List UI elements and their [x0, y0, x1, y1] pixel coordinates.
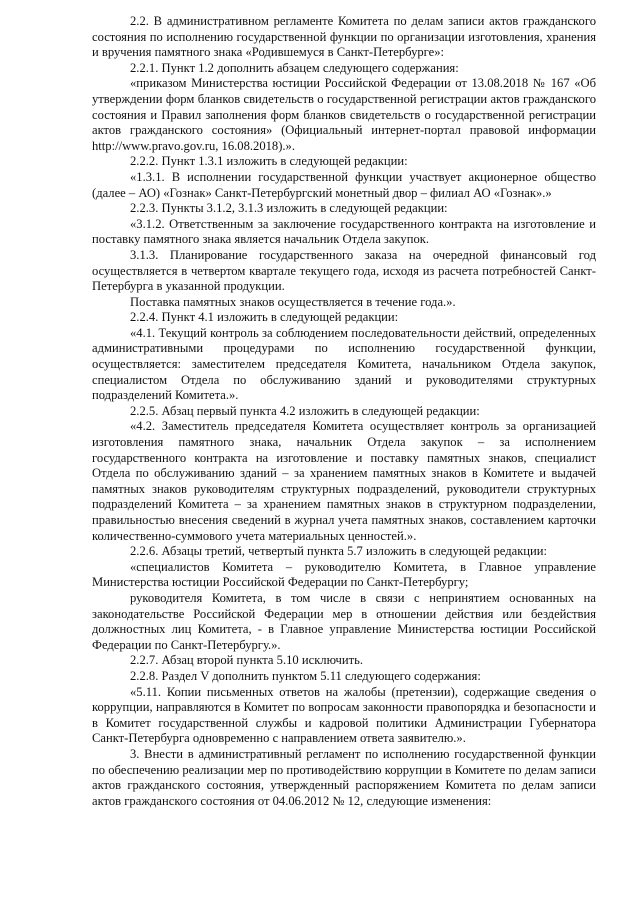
paragraph-2-2-2: 2.2.2. Пункт 1.3.1 изложить в следующей редакции:	[130, 154, 408, 169]
paragraph-2-2-6: 2.2.6. Абзацы третий, четвертый пункта 5.7 изложить в следующей редакции:	[130, 544, 548, 559]
paragraph-2-2-5: 2.2.5. Абзац первый пункта 4.2 изложить в следующей редакции:	[130, 403, 480, 418]
paragraph-2-2-4: 2.2.4. Пункт 4.1 изложить в следующей редакции:	[130, 310, 399, 325]
paragraph-3: 3. Внести в административный регламент по исполнению государственной функции по обеспечению реализации мер по противодействию коррупции в Комитете по делам записи актов гражданского состояния, утвержденный распоряжением Комитета по делам записи актов гражданского состояния от 04.06.2012 № 12, следующие изменения:	[92, 746, 596, 808]
paragraph-quote-4-1: «4.1. Текущий контроль за соблюдением последовательности действий, определенных административными процедурами по исполнению государственной функции, осуществляется: заместителем председателя Комитета, начальником Отдела закупок, специалистом Отдела по обслуживанию зданий и руководителями структурных подразделений Комитета.».	[92, 325, 596, 403]
paragraph-quote-order-167: «приказом Министерства юстиции Российской Федерации от 13.08.2018 № 167 «Об утверждении форм бланков свидетельств о государственной регистрации актов гражданского состояния и Правил заполнения форм бланков свидетельств о государственной регистрации актов гражданского состояния» (Официальный интернет-портал правовой информации http://www.pravo.gov.ru, 16.08.2018).».	[92, 76, 596, 153]
paragraph-quote-specialists: «специалистов Комитета – руководителю Комитета, в Главное управление Министерства юстиции Российской Федерации по Санкт-Петербургу;	[92, 559, 596, 590]
paragraph-quote-1-3-1: «1.3.1. В исполнении государственной функции участвует акционерное общество (далее – АО) «Гознак» Санкт-Петербургский монетный двор – филиал АО «Гознак».»	[92, 169, 596, 200]
paragraph-quote-4-2: «4.2. Заместитель председателя Комитета осуществляет контроль за организацией изготовления памятного знака, начальник Отдела закупок – за исполнением государственного контракта на изготовление и поставку памятных знаков, специалист Отдела по обслуживанию зданий – за хранением памятных знаков в Комитете и выдачей памятных знаков руководителям структурных подразделений, руководители структурных подразделений Комитета – за хранением памятных знаков в структурном подразделении, правильностью внесения сведений в журнал учета памятных знаков, составлением карточки количественно-суммового учета материальных ценностей.».	[92, 419, 596, 543]
paragraph-quote-5-11: «5.11. Копии письменных ответов на жалобы (претензии), содержащие сведения о коррупции, направляются в Комитет по вопросам законности правопорядка и безопасности и в Комитет государственной службы и кадровой политики Администрации Губернатора Санкт-Петербурга одновременно с направлением ответа заявителю.».	[92, 684, 596, 746]
paragraph-delivery: Поставка памятных знаков осуществляется в течение года.».	[130, 294, 456, 309]
paragraph-quote-3-1-2: «3.1.2. Ответственным за заключение государственного контракта на изготовление и поставку памятного знака является начальник Отдела закупок.	[92, 216, 596, 247]
paragraph-2-2-3: 2.2.3. Пункты 3.1.2, 3.1.3 изложить в следующей редакции:	[130, 201, 448, 216]
paragraph-2-2-7: 2.2.7. Абзац второй пункта 5.10 исключить.	[130, 653, 363, 668]
paragraph-2-2: 2.2. В административном регламенте Комитета по делам записи актов гражданского состояния по исполнению государственной функции по организации изготовления, хранения и вручения памятного знака «Родившемуся в Санкт-Петербурге»:	[92, 14, 596, 60]
paragraph-3-1-3: 3.1.3. Планирование государственного заказа на очередной финансовый год осуществляется в четвертом квартале текущего года, исходя из расчета потребностей Санкт-Петербурга в указанной продукции.	[92, 247, 596, 294]
paragraph-head-of-committee: руководителя Комитета, в том числе в связи с непринятием основанных на законодательстве Российской Федерации мер в отношении действия или бездействия должностных лиц Комитета, - в Главное управление Министерства юстиции Российской Федерации по Санкт-Петербургу.».	[92, 590, 596, 652]
paragraph-2-2-1: 2.2.1. Пункт 1.2 дополнить абзацем следующего содержания:	[130, 60, 459, 75]
paragraph-2-2-8: 2.2.8. Раздел V дополнить пунктом 5.11 следующего содержания:	[130, 668, 481, 683]
